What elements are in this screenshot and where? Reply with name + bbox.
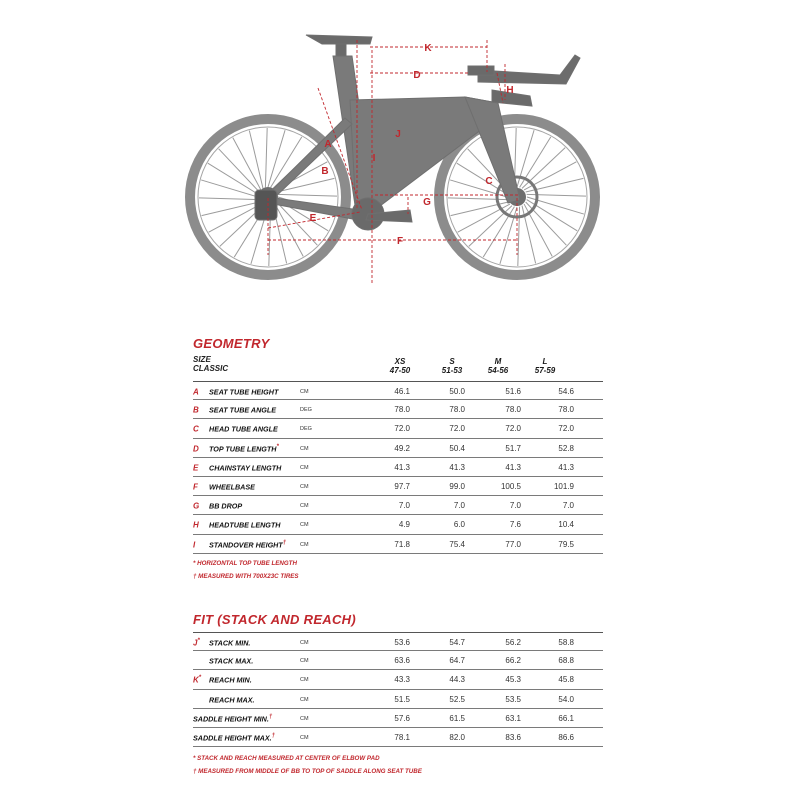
row-value: 41.3 xyxy=(449,462,465,472)
row-value: 54.6 xyxy=(558,387,574,396)
row-unit: CM xyxy=(300,522,309,529)
row-value: 6.0 xyxy=(453,520,465,530)
diagram-letter: C xyxy=(485,176,493,187)
size-range: 51-53 xyxy=(441,366,463,375)
table-row xyxy=(193,439,603,458)
row-label: REACH MIN. xyxy=(209,675,252,685)
diagram-letter: G xyxy=(423,197,431,208)
size-label: SIZE xyxy=(193,355,211,364)
row-letter: E xyxy=(193,463,199,473)
row-unit: CM xyxy=(300,464,309,471)
size-name: XS xyxy=(394,357,406,366)
row-label: SEAT TUBE ANGLE xyxy=(209,405,277,415)
size-range: 54-56 xyxy=(487,366,509,375)
fit-note-stack-reach: * STACK AND REACH MEASURED AT CENTER OF ELBOW PAD xyxy=(193,755,380,762)
row-value: 54.0 xyxy=(558,694,574,704)
row-unit: DEG xyxy=(300,426,312,433)
row-letter: G xyxy=(193,501,200,511)
row-value: 51.5 xyxy=(394,694,410,704)
table-row xyxy=(193,728,603,747)
row-value: 78.0 xyxy=(449,405,465,415)
row-value: 66.1 xyxy=(558,713,574,723)
row-value: 7.0 xyxy=(453,501,465,511)
row-label: SEAT TUBE HEIGHT xyxy=(209,387,279,397)
row-value: 78.0 xyxy=(394,405,410,415)
row-value: 45.8 xyxy=(558,675,574,685)
diagram-letter: H xyxy=(506,85,514,96)
diagram-letter: B xyxy=(321,166,329,177)
row-letter: A xyxy=(193,387,199,397)
row-letter: B xyxy=(193,405,199,415)
row-value: 72.0 xyxy=(449,424,465,434)
row-value: 41.3 xyxy=(505,462,521,472)
row-value: 44.3 xyxy=(449,675,465,685)
row-label: HEAD TUBE ANGLE xyxy=(209,424,278,434)
diagram-letter: A xyxy=(324,139,332,150)
size-column-xs xyxy=(380,357,420,375)
row-value: 50.0 xyxy=(449,387,465,396)
table-row xyxy=(193,709,603,728)
size-name: L xyxy=(542,357,548,366)
row-value: 51.7 xyxy=(505,443,521,453)
row-value: 54.7 xyxy=(449,638,465,647)
geometry-note-horizontal: * HORIZONTAL TOP TUBE LENGTH xyxy=(193,560,297,567)
row-value: 46.1 xyxy=(394,387,410,396)
row-value: 51.6 xyxy=(505,387,521,396)
fit-note-saddle: † MEASURED FROM MIDDLE OF BB TO TOP OF SADDLE ALONG SEAT TUBE xyxy=(193,768,422,775)
row-value: 77.0 xyxy=(505,539,521,549)
row-value: 82.0 xyxy=(449,732,465,742)
row-unit: CM xyxy=(300,640,309,646)
size-name: S xyxy=(449,357,455,366)
row-unit: DEG xyxy=(300,407,312,414)
row-value: 83.6 xyxy=(505,732,521,742)
table-row xyxy=(193,651,603,670)
table-row xyxy=(193,690,603,709)
row-value: 56.2 xyxy=(505,638,521,647)
diagram-letter: E xyxy=(309,213,317,224)
spoke xyxy=(202,202,260,216)
row-value: 66.2 xyxy=(505,656,521,666)
geometry-table xyxy=(193,381,603,554)
row-unit: CM xyxy=(300,389,309,395)
row-value: 61.5 xyxy=(449,713,465,723)
row-value: 101.9 xyxy=(553,481,574,491)
row-unit: CM xyxy=(300,734,309,741)
fit-title: FIT (STACK AND REACH) xyxy=(193,612,357,627)
row-value: 7.0 xyxy=(398,501,410,511)
size-range: 47-50 xyxy=(389,366,411,375)
row-letter: H xyxy=(193,520,199,530)
table-row xyxy=(193,670,603,689)
diagram-letter: J xyxy=(395,129,401,140)
row-value: 58.8 xyxy=(558,638,574,647)
table-row xyxy=(193,458,603,477)
table-row xyxy=(193,400,603,419)
row-value: 52.8 xyxy=(558,443,574,453)
row-value: 78.0 xyxy=(558,405,574,415)
table-row xyxy=(193,381,603,400)
row-value: 49.2 xyxy=(394,443,410,453)
geometry-title: GEOMETRY xyxy=(193,336,270,351)
bike-geometry-diagram xyxy=(0,0,800,310)
row-label: WHEELBASE xyxy=(209,482,255,492)
table-row xyxy=(193,477,603,496)
size-header xyxy=(193,355,228,373)
size-column-l xyxy=(525,357,565,375)
row-letter: J* xyxy=(193,638,200,648)
row-value: 68.8 xyxy=(558,656,574,666)
row-value: 100.5 xyxy=(500,481,521,491)
table-row xyxy=(193,535,603,554)
row-label: SADDLE HEIGHT MAX.† xyxy=(193,732,276,743)
table-row xyxy=(193,496,603,515)
size-name: M xyxy=(494,357,502,366)
row-value: 72.0 xyxy=(394,424,410,434)
row-value: 78.1 xyxy=(394,732,410,742)
row-value: 71.8 xyxy=(394,539,410,549)
row-value: 50.4 xyxy=(449,443,465,453)
row-letter: C xyxy=(193,425,199,435)
row-value: 72.0 xyxy=(558,424,574,434)
row-letter: K* xyxy=(193,675,202,686)
row-value: 63.6 xyxy=(394,656,410,666)
row-value: 7.0 xyxy=(509,501,521,511)
row-value: 7.0 xyxy=(562,501,574,511)
diagram-letter: D xyxy=(413,70,421,81)
row-label: SADDLE HEIGHT MIN.† xyxy=(193,713,273,724)
row-label: REACH MAX. xyxy=(209,694,255,704)
row-unit: CM xyxy=(300,445,309,452)
spoke xyxy=(219,149,260,192)
row-unit: CM xyxy=(300,541,309,548)
row-unit: CM xyxy=(300,696,309,703)
row-value: 75.4 xyxy=(449,539,465,549)
row-value: 41.3 xyxy=(558,462,574,472)
row-label: TOP TUBE LENGTH* xyxy=(209,443,279,453)
row-value: 4.9 xyxy=(398,520,410,530)
row-value: 78.0 xyxy=(505,405,521,415)
row-unit: CM xyxy=(300,677,309,684)
table-row xyxy=(193,632,603,651)
geometry-note-tires: † MEASURED WITH 700X23C TIRES xyxy=(193,573,299,580)
diagram-letter: I xyxy=(372,153,376,164)
row-letter: D xyxy=(193,444,199,454)
diagram-letter: K xyxy=(424,43,432,54)
row-letter: F xyxy=(193,482,198,492)
row-label: CHAINSTAY LENGTH xyxy=(209,463,282,473)
fit-table xyxy=(193,632,603,747)
row-value: 45.3 xyxy=(505,675,521,685)
row-value: 10.4 xyxy=(558,520,574,530)
row-unit: CM xyxy=(300,503,309,510)
size-range: 57-59 xyxy=(534,366,556,375)
row-label: BB DROP xyxy=(209,501,243,511)
row-unit: CM xyxy=(300,658,309,665)
row-unit: CM xyxy=(300,715,309,722)
row-value: 64.7 xyxy=(449,656,465,666)
spoke xyxy=(278,194,337,196)
row-unit: CM xyxy=(300,483,309,490)
row-value: 99.0 xyxy=(449,481,465,491)
row-letter: I xyxy=(193,540,196,550)
row-value: 43.3 xyxy=(394,675,410,685)
row-value: 86.6 xyxy=(558,732,574,742)
row-value: 63.1 xyxy=(505,713,521,723)
classic-label: CLASSIC xyxy=(193,364,229,373)
row-label: STACK MIN. xyxy=(209,638,251,648)
table-row xyxy=(193,419,603,438)
row-value: 41.3 xyxy=(394,462,410,472)
row-value: 79.5 xyxy=(558,539,574,549)
diagram-letter: F xyxy=(396,236,404,247)
row-value: 53.5 xyxy=(505,694,521,704)
row-label: HEADTUBE LENGTH xyxy=(209,520,281,530)
spoke xyxy=(199,198,258,200)
spoke xyxy=(265,128,267,187)
size-column-m xyxy=(478,357,518,375)
row-value: 7.6 xyxy=(509,520,521,530)
row-value: 97.7 xyxy=(394,481,410,491)
row-value: 72.0 xyxy=(505,424,521,434)
row-label: STANDOVER HEIGHT† xyxy=(209,539,287,549)
row-value: 53.6 xyxy=(394,638,410,647)
spoke xyxy=(249,131,263,189)
row-value: 52.5 xyxy=(449,694,465,704)
table-row xyxy=(193,515,603,534)
size-column-s xyxy=(432,357,472,375)
row-value: 57.6 xyxy=(394,713,410,723)
row-label: STACK MAX. xyxy=(209,656,254,666)
